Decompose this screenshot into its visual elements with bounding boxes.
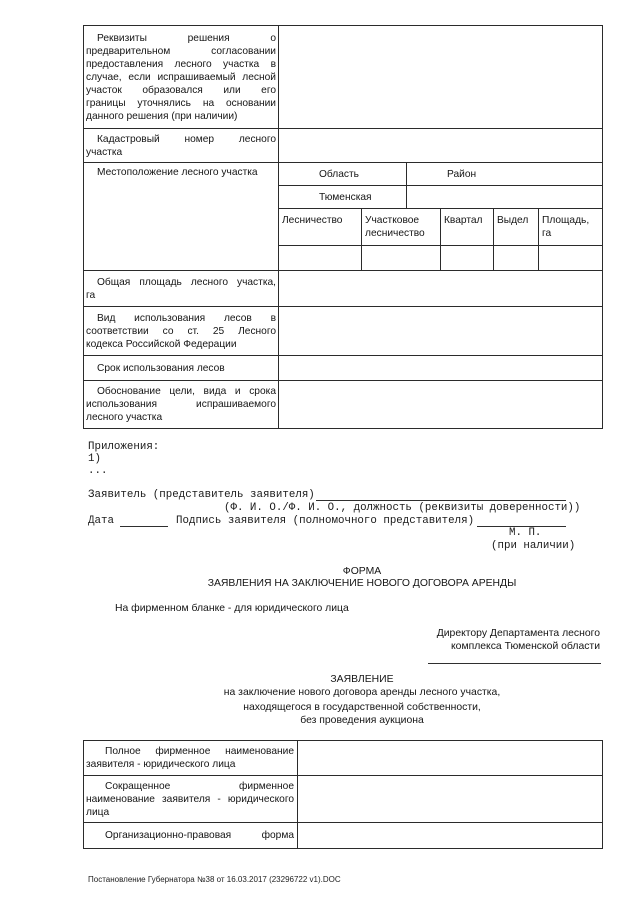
label-line: Реквизиты решения о: [97, 32, 276, 44]
label-line: Сокращенное фирменное: [105, 780, 294, 792]
allotment-value-cell: [494, 246, 539, 271]
label-line: Вид использования лесов в: [97, 312, 276, 324]
signature-label: Подпись заявителя (полномочного представителя): [176, 515, 475, 527]
forest-use-type-row: [84, 307, 603, 356]
forest-use-type-label-cell: [84, 307, 279, 356]
header-line: лесничество: [365, 228, 425, 239]
attachment-ellipsis: ...: [88, 465, 108, 477]
applicant-label: Заявитель (представитель заявителя): [88, 489, 315, 501]
addressee-line: комплекса Тюменской области: [451, 641, 600, 652]
full-name-label-cell: [84, 741, 298, 776]
use-term-value-cell: [279, 356, 603, 381]
label-line: заявителя - юридического лица: [86, 759, 236, 770]
form-heading-subtitle: ЗАЯВЛЕНИЯ НА ЗАКЛЮЧЕНИЕ НОВОГО ДОГОВОРА АРЕНДЫ: [207, 578, 517, 589]
application-title: ЗАЯВЛЕНИЕ: [330, 674, 394, 685]
application-subtitle-line: находящегося в государственной собственности,: [243, 702, 481, 713]
forestry-header-cell: [279, 209, 362, 246]
applicant-name-line: [316, 500, 566, 501]
justification-label-cell: [84, 381, 279, 429]
stamp-label: М. П.: [509, 527, 542, 539]
date-line: [120, 526, 168, 527]
letterhead-note: На фирменном бланке - для юридического лица: [115, 603, 349, 614]
label-line: предварительном согласовании: [86, 45, 276, 57]
district-forestry-value-cell: [362, 246, 441, 271]
label-line: Полное фирменное наименование: [105, 746, 294, 757]
header-line: Выдел: [497, 215, 529, 226]
district-header-cell: Район: [407, 163, 603, 186]
legal-form-row: [84, 823, 603, 849]
district-value-cell: [407, 186, 603, 209]
requisites-row: [84, 26, 603, 129]
requisites-label-cell: [84, 26, 279, 129]
applicant-details-table: [83, 740, 603, 849]
label-line: участок образовался или его: [86, 84, 276, 96]
header-line: Лесничество: [282, 215, 343, 226]
total-area-label-cell: [84, 271, 279, 307]
label-line: предоставления лесного участка в: [86, 58, 276, 70]
cadastral-number-value-cell: [279, 129, 603, 163]
application-subtitle-line: без проведения аукциона: [300, 715, 424, 726]
use-term-row: [84, 356, 603, 381]
stamp-hint: (при наличии): [491, 540, 576, 552]
label-line: участка: [86, 146, 123, 158]
forest-use-type-value-cell: [279, 307, 603, 356]
justification-row: [84, 381, 603, 429]
label-line: границы уточнялись на основании: [86, 97, 276, 109]
label-line: случае, если испрашиваемый лесной: [86, 71, 276, 83]
use-term-label-cell: [84, 356, 279, 381]
label-line: Срок использования лесов: [97, 362, 225, 374]
short-name-value-cell: [298, 776, 603, 823]
quarter-header-cell: [441, 209, 494, 246]
total-area-row: [84, 271, 603, 307]
attachment-item: 1): [88, 453, 101, 465]
label-line: лица: [86, 806, 110, 818]
application-subtitle-line: на заключение нового договора аренды лесного участка,: [223, 687, 501, 698]
label-line: Обоснование цели, вида и срока: [97, 386, 276, 397]
full-name-row: [84, 741, 603, 776]
header-line: Участковое: [365, 215, 420, 226]
label-line: Общая площадь лесного участка,: [97, 276, 276, 288]
form-heading-title: ФОРМА: [342, 566, 382, 577]
location-label-cell: [84, 163, 279, 271]
header-line: Квартал: [444, 215, 483, 226]
requisites-value-cell: [279, 26, 603, 129]
header-line: га: [542, 228, 552, 239]
district-forestry-header-cell: [362, 209, 441, 246]
total-area-value-cell: [279, 271, 603, 307]
label-line: га: [86, 289, 96, 301]
addressee-underline: [428, 663, 601, 664]
addressee-line: Директору Департамента лесного: [436, 628, 600, 639]
date-label: Дата: [88, 515, 114, 527]
short-name-label-cell: [84, 776, 298, 823]
label-line: данного решения (при наличии): [86, 110, 238, 122]
forestry-value-cell: [279, 246, 362, 271]
attachments-title: Приложения:: [88, 441, 160, 453]
area-header-cell: [539, 209, 603, 246]
location-row: [84, 163, 603, 186]
allotment-header-cell: [494, 209, 539, 246]
label-line: использования испрашиваемого: [86, 399, 276, 410]
legal-form-value-cell: [298, 823, 603, 849]
legal-form-label-cell: [84, 823, 298, 849]
region-header-cell: Область: [279, 163, 407, 186]
quarter-value-cell: [441, 246, 494, 271]
label-line: наименование заявителя - юридического: [86, 793, 294, 805]
header-line: Площадь,: [542, 215, 590, 226]
applicant-hint: (Ф. И. О./Ф. И. О., должность (реквизиты доверенности)): [224, 502, 581, 514]
area-value-cell: [539, 246, 603, 271]
short-name-row: [84, 776, 603, 823]
forest-plot-details-table: [83, 25, 603, 429]
cadastral-number-row: [84, 129, 603, 163]
document-footer: Постановление Губернатора №38 от 16.03.2017 (23296722 v1).DOC: [88, 875, 341, 884]
label-line: соответствии со ст. 25 Лесного: [86, 325, 276, 337]
justification-value-cell: [279, 381, 603, 429]
region-value-cell: Тюменская: [279, 186, 407, 209]
label-line: Кадастровый номер лесного: [97, 133, 276, 145]
label-line: кодекса Российской Федерации: [86, 338, 237, 350]
cadastral-number-label-cell: [84, 129, 279, 163]
label-line: Организационно-правовая форма: [105, 830, 294, 841]
label-line: лесного участка: [86, 412, 163, 423]
label-line: Местоположение лесного участка: [97, 167, 258, 178]
full-name-value-cell: [298, 741, 603, 776]
